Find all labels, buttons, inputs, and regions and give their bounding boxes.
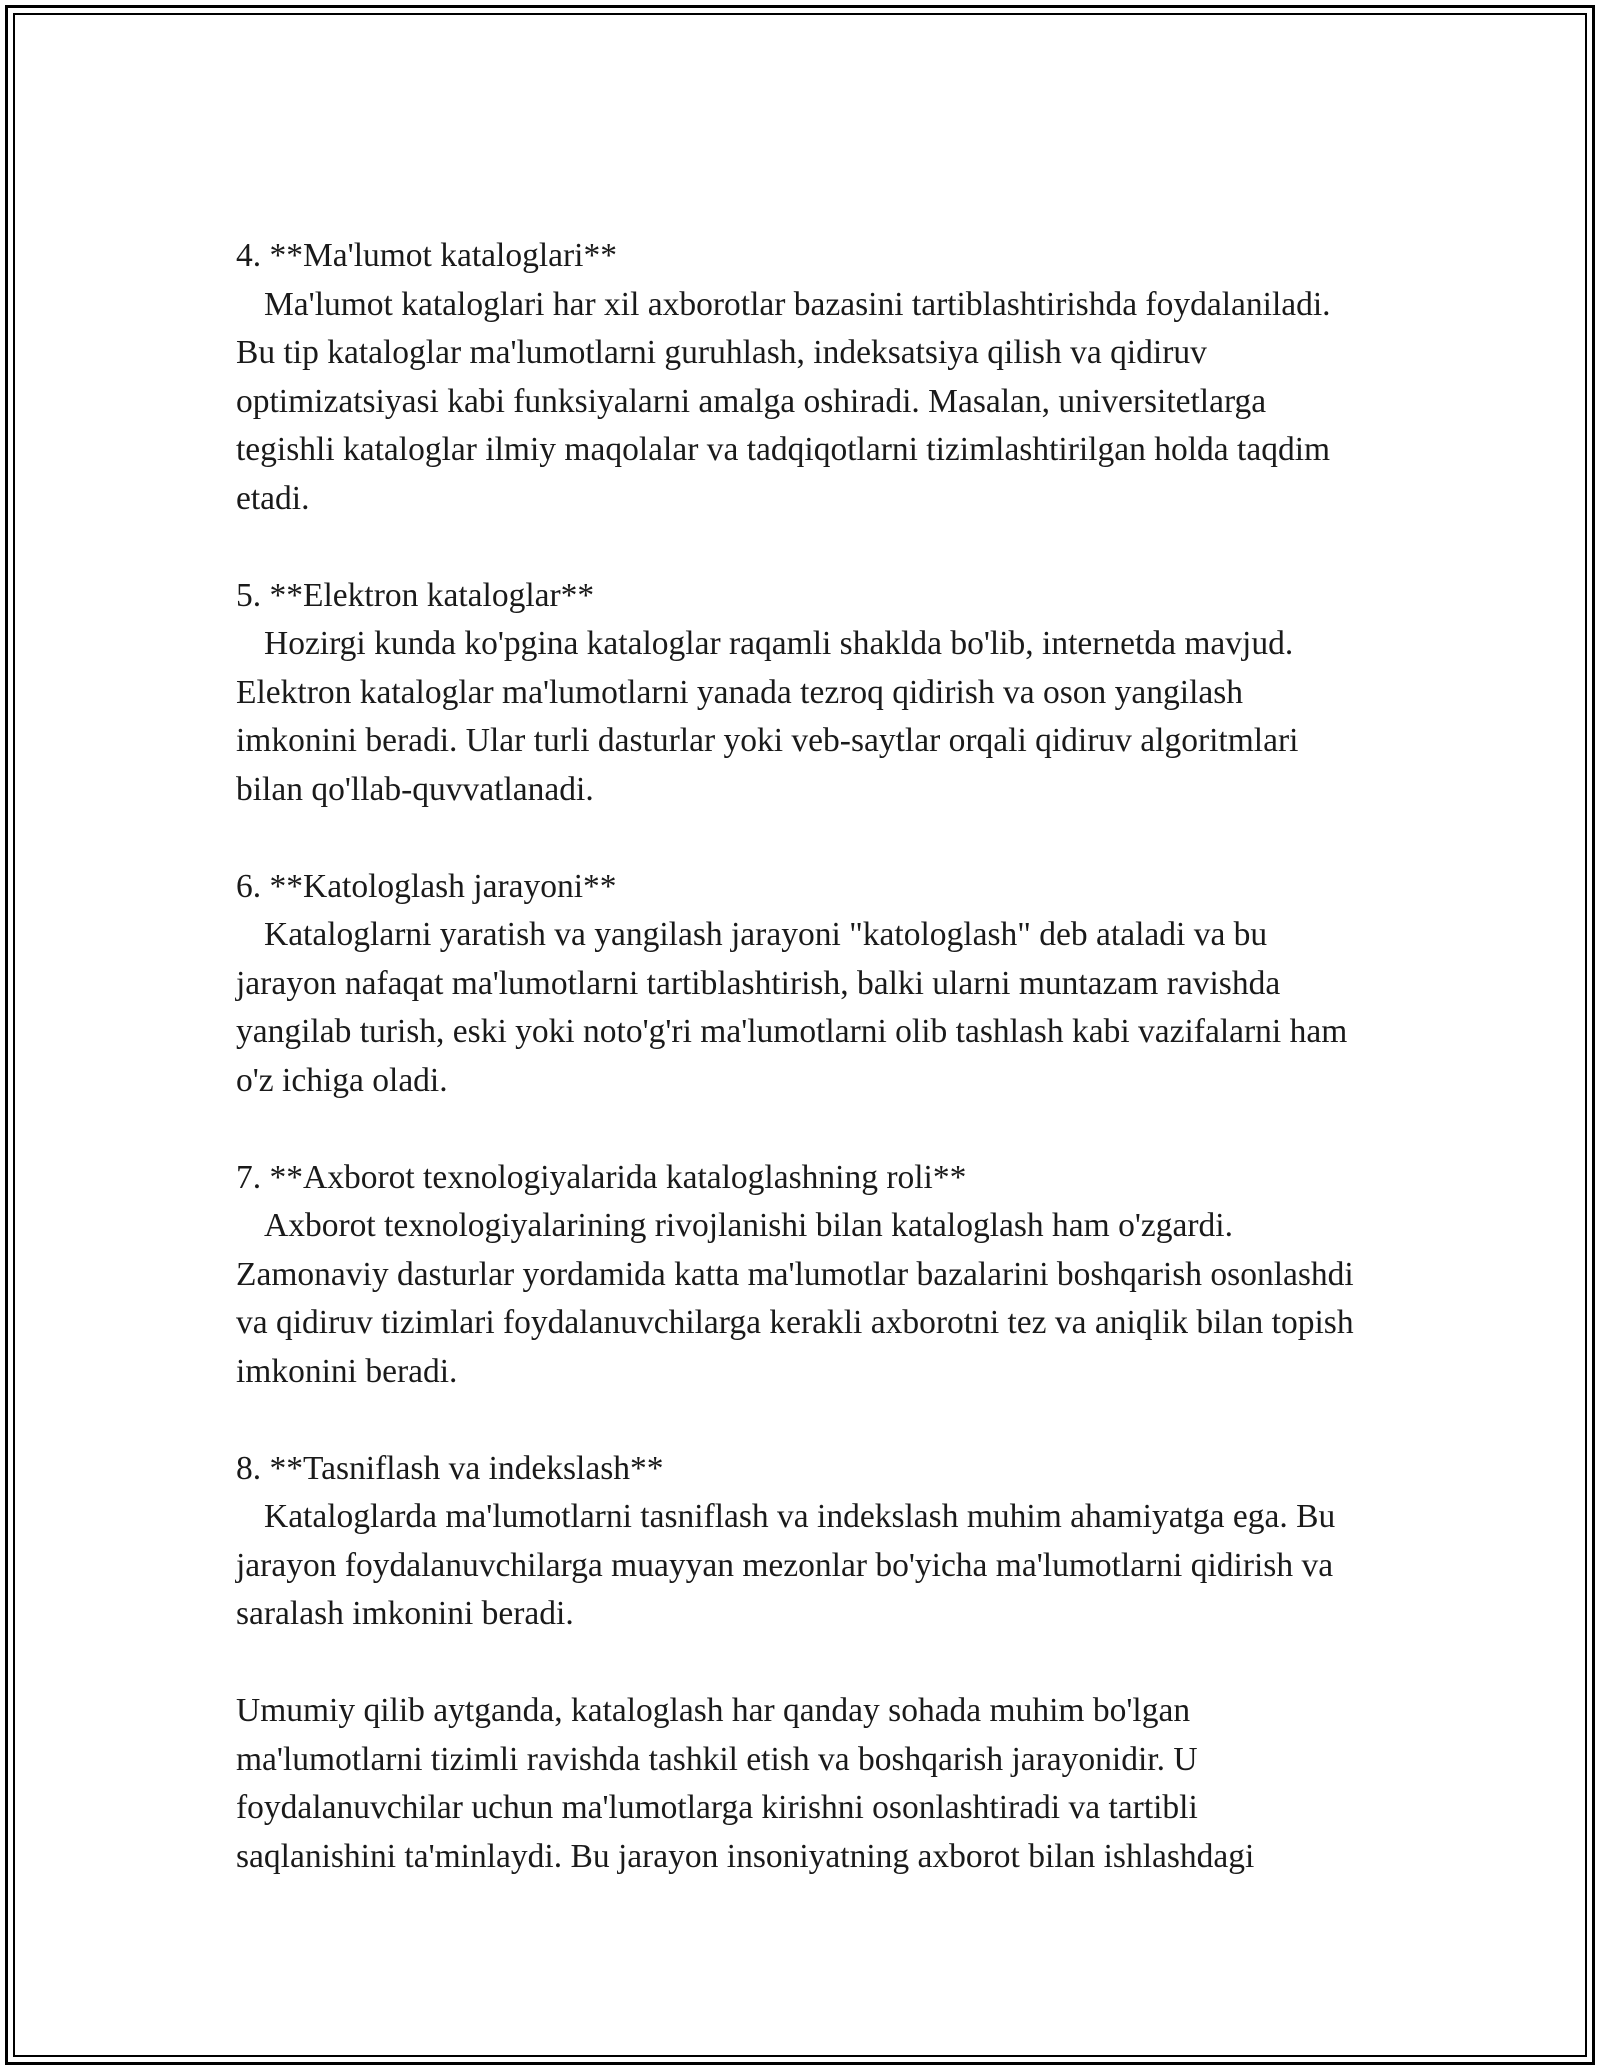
section-paragraph: Kataloglarni yaratish va yangilash jarayoni "katologlash" deb ataladi va bu jarayon nafaqat ma'lumotlarni tartiblashtirish, balki ularni muntazam ravishda yangilab turish, eski yoki noto'g'ri ma'lumotlarni olib tashlash kabi vazifalarni ham o'z ichiga oladi. [236, 916, 1348, 1099]
section-paragraph: Hozirgi kunda ko'pgina kataloglar raqamli shaklda bo'lib, internetda mavjud. Elektron kataloglar ma'lumotlarni yanada tezroq qidirish va oson yangilash imkonini beradi. Ular turli dasturlar yoki veb-saytlar orqali qidiruv algoritmlari bilan qo'llab-quvvatlanadi. [236, 625, 1299, 808]
section-axborot-texnologiyalari [236, 1154, 1366, 1397]
section-katologlash-jarayoni [236, 863, 1366, 1106]
section-tasniflash-indekslash [236, 1445, 1366, 1639]
section-elektron-kataloglar [236, 572, 1366, 815]
section-malumot-kataloglari [236, 232, 1366, 523]
section-heading: 5. **Elektron kataloglar** [236, 576, 595, 614]
section-heading: 4. **Ma'lumot kataloglari** [236, 237, 617, 274]
section-paragraph: Ma'lumot kataloglari har xil axborotlar bazasini tartiblashtirishda foydalaniladi. Bu tip kataloglar ma'lumotlarni guruhlash, indeksatsiya qilish va qidiruv optimizatsiyasi kabi funksiyalarni amalga oshiradi. Masalan, universitetlarga tegishli kataloglar ilmiy maqolalar va tadqiqotlarni tizimlashtirilgan holda taqdim etadi. [236, 285, 1331, 517]
section-heading: 7. **Axborot texnologiyalarida kataloglashning roli** [236, 1158, 967, 1196]
section-paragraph: Axborot texnologiyalarining rivojlanishi bilan kataloglash ham o'zgardi. Zamonaviy dasturlar yordamida katta ma'lumotlar bazalarini boshqarish osonlashdi va qidiruv tizimlari foydalanuvchilarga kerakli axborotni tez va aniqlik bilan topish imkonini beradi. [236, 1207, 1354, 1390]
section-paragraph: Kataloglarda ma'lumotlarni tasniflash va indekslash muhim ahamiyatga ega. Bu jarayon foydalanuvchilarga muayyan mezonlar bo'yicha ma'lumotlarni qidirish va saralash imkonini beradi. [236, 1498, 1336, 1632]
section-heading: 8. **Tasniflash va indekslash** [236, 1449, 664, 1487]
conclusion-paragraph: Umumiy qilib aytganda, kataloglash har qanday sohada muhim bo'lgan ma'lumotlarni tizimli ravishda tashkil etish va boshqarish jarayonidir. U foydalanuvchilar uchun ma'lumotlarga kirishni osonlashtiradi va tartibli saqlanishini ta'minlaydi. Bu jarayon insoniyatning axborot bilan ishlashdagi [236, 1692, 1255, 1875]
section-heading: 6. **Katologlash jarayoni** [236, 867, 617, 905]
document-body [236, 232, 1366, 1881]
